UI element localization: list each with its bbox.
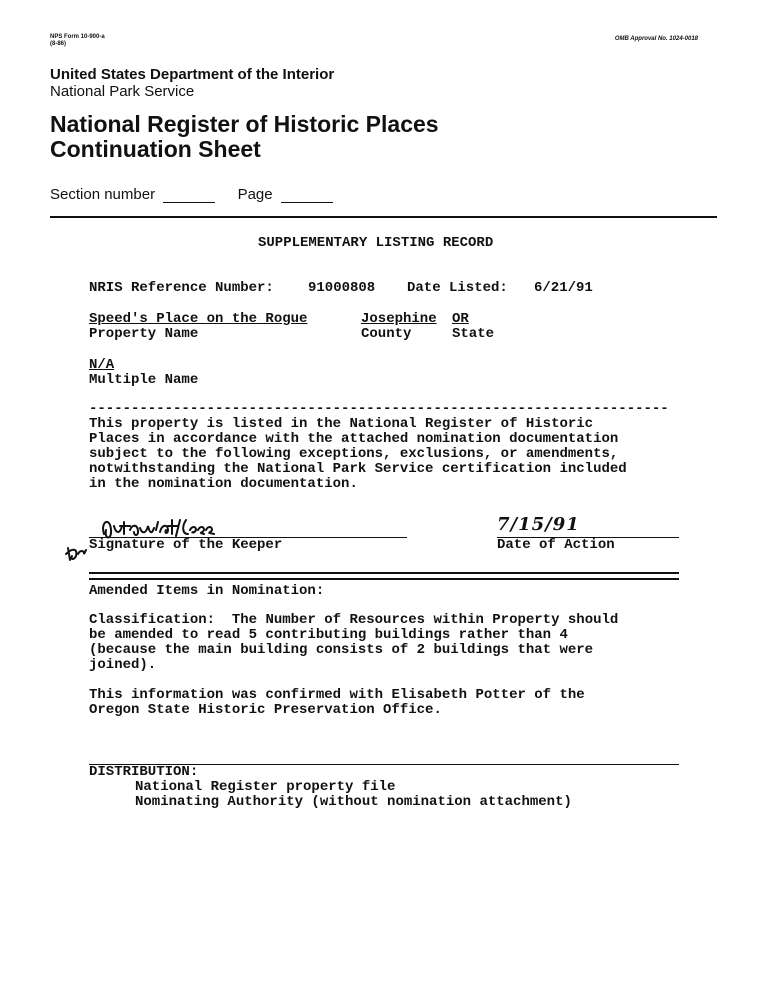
section-number-label: Section number (50, 186, 156, 203)
classification-text: The Number of Resources within Property should be amended to read 5 contributing buildings rather than 4 (because the main building consists of 2 buildings that were joined). (89, 612, 619, 673)
form-number-line2: (8-86) (50, 41, 67, 47)
classification-label: Classification: (89, 612, 216, 628)
header-divider (50, 216, 717, 218)
section-page-line (50, 186, 333, 203)
multiple-name-label: Multiple Name (89, 372, 199, 388)
state-label: State (452, 326, 495, 342)
document-title-line2: Continuation Sheet (50, 136, 261, 162)
page-blank (281, 188, 333, 203)
property-name-label: Property Name (89, 326, 199, 342)
amended-items-heading: Amended Items in Nomination: (89, 583, 325, 599)
county-label: County (361, 326, 412, 342)
classification-paragraph (89, 613, 618, 673)
document-title-line1: National Register of Historic Places (50, 111, 439, 137)
state-value: OR (452, 311, 469, 327)
double-separator (89, 572, 679, 580)
department-name: United States Department of the Interior (50, 66, 335, 83)
date-listed-value: 6/21/91 (534, 280, 593, 296)
confirmation-paragraph: This information was confirmed with Elisabeth Potter of the Oregon State Historic Preservation Office. (89, 687, 585, 718)
agency-name: National Park Service (50, 83, 195, 100)
date-of-action-label: Date of Action (497, 537, 615, 553)
listing-statement: This property is listed in the National Register of Historic Places in accordance with the attached nomination documentation subject to the following exceptions, exclusions, or amendments, notwithstanding the National Park Service certification included in the nomination documentation. (89, 416, 627, 492)
multiple-name-value: N/A (89, 357, 115, 373)
dashed-separator: --------------------------------------------------------------------- (89, 401, 669, 417)
nris-label: NRIS Reference Number: (89, 280, 274, 296)
date-listed-label: Date Listed: (407, 280, 508, 296)
county-value: Josephine (361, 311, 437, 327)
distribution-heading: DISTRIBUTION: (89, 764, 199, 780)
form-number-line1: NPS Form 10-900-a (50, 34, 105, 40)
distribution-item: National Register property file (135, 779, 396, 795)
distribution-item: Nominating Authority (without nomination attachment) (135, 794, 572, 810)
property-name-value: Speed's Place on the Rogue (89, 311, 308, 327)
page-label: Page (237, 186, 273, 203)
action-date-handwritten: 7/15/91 (497, 514, 580, 535)
record-heading: SUPPLEMENTARY LISTING RECORD (258, 235, 494, 251)
omb-approval: OMB Approval No. 1024-0018 (614, 36, 698, 42)
signature-label: Signature of the Keeper (89, 537, 283, 553)
form-number (50, 34, 105, 48)
section-number-blank (163, 188, 215, 203)
nris-value: 91000808 (308, 280, 376, 296)
